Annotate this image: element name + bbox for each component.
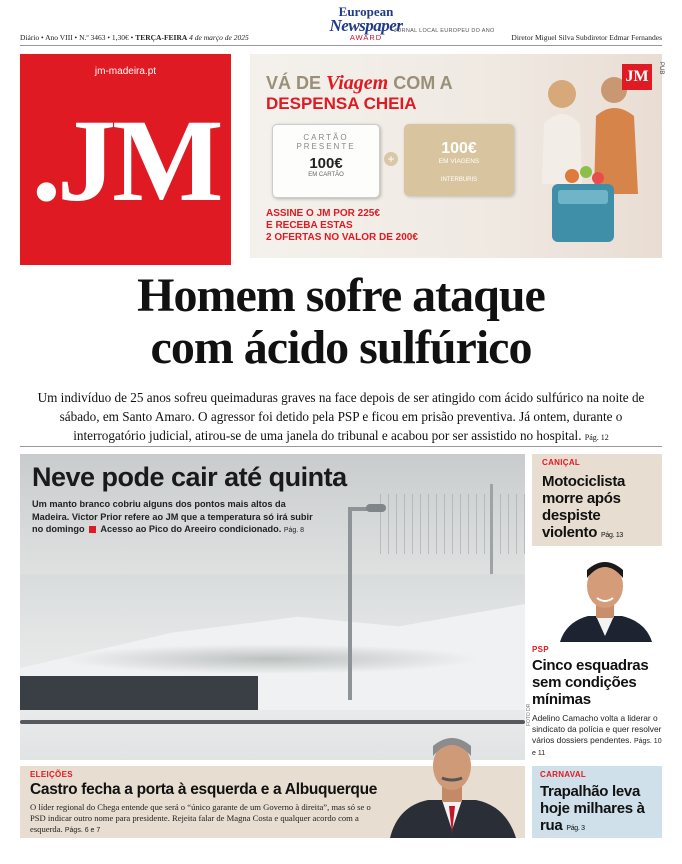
ad-headline-part-b: Viagem bbox=[326, 72, 389, 94]
european-newspaper-award-logo bbox=[276, 4, 495, 42]
logo-text: .JM bbox=[31, 95, 220, 226]
distant-lamp-post bbox=[490, 484, 493, 574]
psp-text bbox=[532, 713, 662, 759]
guard-rail bbox=[20, 720, 525, 724]
lead-text: Um indivíduo de 25 anos sofreu queimaduras graves na face depois de ser atingido com ácido sulfúrico na noite de sábado, em Santo Amaro. O agressor foi detido pela PSP e ficou em prisão preventiva. Já ontem, durante o interrogatório judicial, atirou-se de uma janela do tribunal e acabou por ser assistido no hospital. bbox=[37, 390, 645, 443]
lamp-head bbox=[366, 504, 386, 512]
castro-portrait bbox=[384, 726, 520, 838]
elections-page-ref: Págs. 6 e 7 bbox=[64, 827, 101, 834]
award-line-1: European bbox=[338, 4, 394, 19]
ad-cta-line-2: E RECEBA ESTAS bbox=[266, 220, 353, 231]
ad-call-to-action bbox=[266, 208, 418, 244]
plus-icon: + bbox=[384, 152, 398, 166]
subscription-advertisement[interactable] bbox=[250, 54, 662, 258]
canical-page-ref: Pág. 13 bbox=[600, 532, 624, 539]
travel-voucher-image bbox=[404, 124, 514, 196]
canical-title bbox=[542, 473, 652, 544]
snow-text-2: Acesso ao Pico do Areeiro condicionado. bbox=[100, 524, 282, 534]
photo-credit: FOTO DR bbox=[526, 703, 532, 726]
canical-story[interactable] bbox=[532, 454, 662, 546]
fence bbox=[380, 494, 525, 554]
dateline-date: 4 de março de 2025 bbox=[187, 33, 249, 42]
psp-story[interactable] bbox=[532, 645, 662, 759]
elections-kicker: ELEIÇÕES bbox=[30, 770, 73, 779]
dateline-info: Diário • Ano VIII • N.º 3463 • 1,30€ • bbox=[20, 33, 136, 42]
masthead-divider bbox=[20, 45, 662, 46]
psp-title: Cinco esquadras sem condições mínimas bbox=[532, 657, 649, 708]
couple-with-suitcase-illustration bbox=[522, 64, 652, 254]
gift-card-sub: EM CARTÃO bbox=[308, 172, 344, 178]
travel-voucher-sub: EM VIAGENS bbox=[438, 158, 480, 165]
headline-lead bbox=[22, 388, 660, 447]
gift-card-value: 100€ bbox=[309, 155, 343, 172]
ad-jm-badge: JM bbox=[622, 64, 652, 90]
headline-line-2: com ácido sulfúrico bbox=[150, 321, 532, 374]
section-divider bbox=[20, 446, 662, 447]
ad-cta-line-3: 2 OFERTAS NO VALOR DE 200€ bbox=[266, 232, 418, 243]
ad-headline-1 bbox=[266, 72, 453, 95]
pub-label: PUB bbox=[658, 62, 664, 75]
carnaval-page-ref: Pág. 3 bbox=[566, 825, 585, 832]
snow-text-1: Um manto branco cobriu alguns dos pontos mais altos da Madeira. Victor Prior refere ao JM que a temperatura só irá subir no domingo bbox=[32, 499, 313, 534]
psp-text-body: Adelino Camacho volta a liderar o sindicato da polícia e quer resolver vários dossiers pendentes. bbox=[532, 713, 662, 745]
psp-kicker: PSP bbox=[532, 645, 549, 654]
ad-headline-2: DESPENSA CHEIA bbox=[266, 94, 417, 113]
dark-wall bbox=[20, 676, 258, 710]
elections-text bbox=[30, 802, 380, 836]
canical-title-text: Motociclista morre após despiste violento bbox=[542, 473, 626, 541]
travel-voucher-value: 100€ bbox=[441, 140, 477, 157]
carnaval-kicker: CARNAVAL bbox=[540, 770, 587, 779]
award-line-3: AWARD bbox=[349, 33, 383, 42]
canical-kicker: CANIÇAL bbox=[542, 458, 581, 467]
dateline-weekday: TERÇA-FEIRA bbox=[135, 33, 188, 42]
main-headline[interactable] bbox=[20, 270, 662, 374]
headline-line-1: Homem sofre ataque bbox=[137, 269, 545, 322]
lamp-post bbox=[348, 510, 352, 700]
carnaval-story[interactable] bbox=[532, 766, 662, 838]
gift-card-image bbox=[272, 124, 380, 198]
snow-story-title[interactable]: Neve pode cair até quinta bbox=[32, 462, 347, 492]
snow-page-ref: Pág. 8 bbox=[283, 527, 305, 534]
scrubland bbox=[60, 644, 480, 674]
logo-url: jm-madeira.pt bbox=[94, 66, 157, 77]
elections-title: Castro fecha a porta à esquerda e a Albuquerque bbox=[30, 781, 378, 798]
elections-text-body: O líder regional do Chega entende que será o “único garante de um Governo à direita”, mas só se o PSD indicar outro nome para presidente. Rejeita falar de Magna Costa e qualquer acordo com a esquerda. bbox=[30, 802, 371, 834]
ad-headline-part-a: VÁ DE bbox=[266, 73, 327, 93]
dateline bbox=[20, 33, 249, 42]
travel-voucher-brand: INTERBURIS bbox=[440, 177, 478, 183]
lead-page-ref: Pág. 12 bbox=[584, 433, 609, 442]
gift-card-label: CARTÃO PRESENTE bbox=[296, 133, 356, 151]
ad-headline-part-c: COM A bbox=[388, 73, 453, 93]
red-square-icon bbox=[89, 526, 96, 533]
award-subtitle: JORNAL LOCAL EUROPEU DO ANO bbox=[394, 28, 495, 34]
psp-page-ref: Págs. 10 e 11 bbox=[532, 738, 662, 757]
jm-logo[interactable] bbox=[20, 54, 231, 265]
carnaval-title bbox=[540, 783, 654, 837]
award-line-2: Newspaper bbox=[329, 16, 403, 35]
director-credit: Diretor Miguel Silva Subdiretor Edmar Fernandes bbox=[511, 33, 662, 42]
snow-story-text bbox=[32, 498, 320, 538]
adelino-camacho-portrait bbox=[552, 552, 658, 642]
carnaval-title-text: Trapalhão leva hoje milhares à rua bbox=[540, 783, 645, 834]
ad-cta-line-1: ASSINE O JM POR 225€ bbox=[266, 208, 380, 219]
